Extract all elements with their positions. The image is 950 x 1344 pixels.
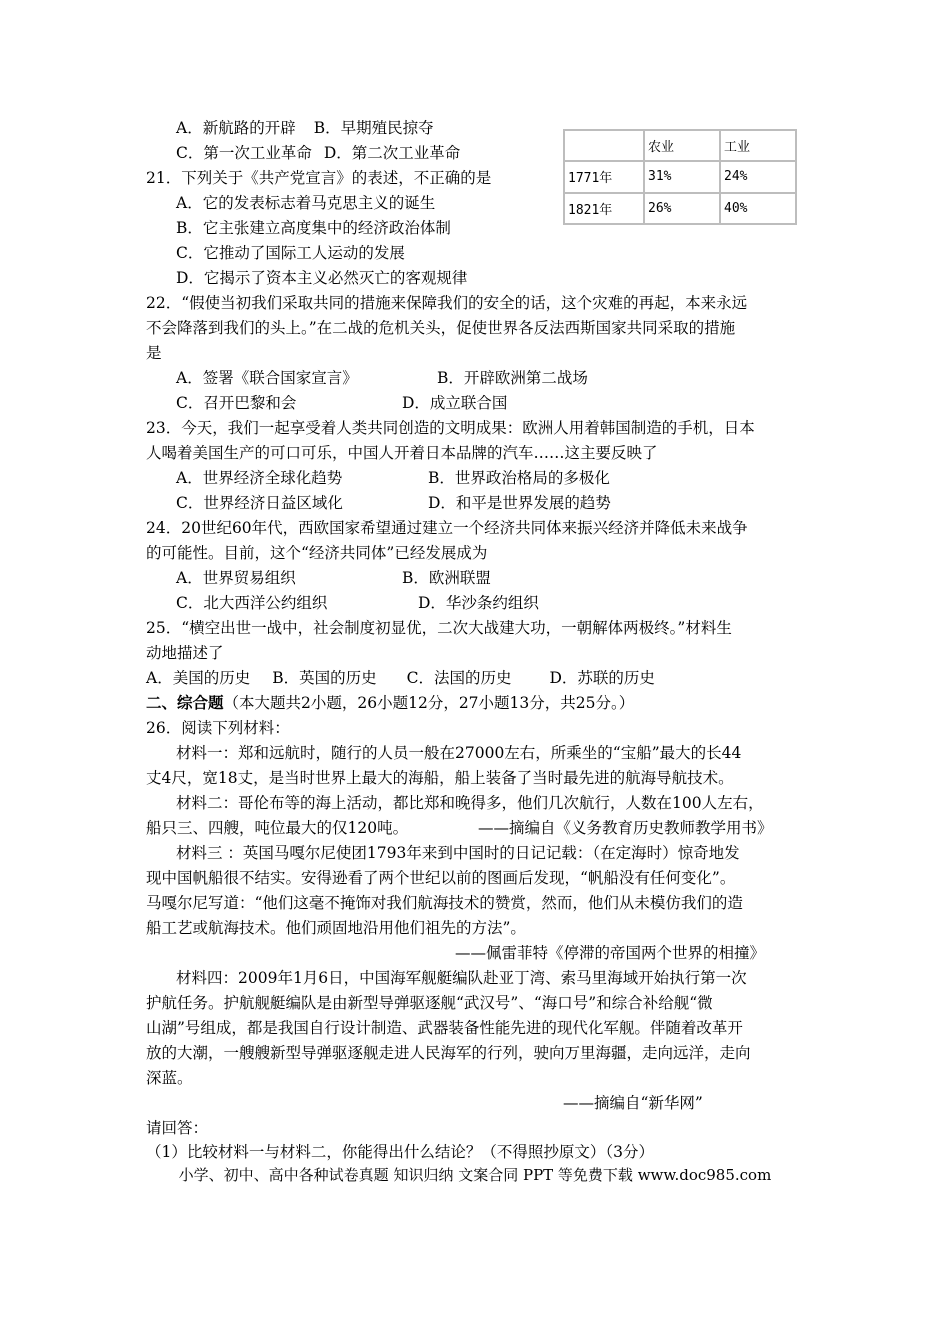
table-header-row bbox=[564, 130, 796, 161]
material-2-source: ——摘编自《义务教育历史教师教学用书》 bbox=[478, 819, 773, 837]
q21-option-a: A．它的发表标志着马克思主义的诞生 bbox=[176, 194, 436, 212]
table-cell: 26% bbox=[644, 193, 720, 224]
material-3-source: ——佩雷菲特《停滞的帝国两个世界的相撞》 bbox=[455, 944, 766, 962]
q22-option-b: B．开辟欧洲第二战场 bbox=[437, 369, 588, 387]
material-4-line-1: 材料四：2009年1月6日，中国海军舰艇编队赴亚丁湾、索马里海域开始执行第一次 bbox=[176, 969, 747, 987]
table-cell: 40% bbox=[720, 193, 796, 224]
page-footer: 小学、初中、高中各种试卷真题 知识归纳 文案合同 PPT 等免费下载 www.doc985.com bbox=[178, 1166, 772, 1184]
q24-stem-line-1: 24．20世纪60年代，西欧国家希望通过建立一个经济共同体来振兴经济并降低未来战争 bbox=[146, 519, 748, 537]
q21-option-b: B．它主张建立高度集中的经济政治体制 bbox=[176, 219, 451, 237]
table-cell: 31% bbox=[644, 161, 720, 192]
q23-option-a: A．世界经济全球化趋势 bbox=[176, 469, 343, 487]
q23-option-b: B．世界政治格局的多极化 bbox=[428, 469, 610, 487]
q22-option-d: D．成立联合国 bbox=[402, 394, 508, 412]
q24-stem-line-2: 的可能性。目前，这个“经济共同体”已经发展成为 bbox=[146, 544, 488, 562]
q22-option-c: C．召开巴黎和会 bbox=[176, 394, 297, 412]
material-3-line-2: 现中国帆船很不结实。安得逊看了两个世纪以前的图画后发现，“帆船没有任何变化”。 bbox=[146, 869, 736, 887]
material-2-line-1: 材料二：哥伦布等的海上活动，都比郑和晚得多，他们几次航行，人数在100人左右， bbox=[176, 794, 764, 812]
q20-option-row-2 bbox=[176, 143, 460, 163]
q22-stem-line-3: 是 bbox=[146, 344, 162, 362]
section-heading bbox=[146, 693, 634, 713]
agriculture-industry-table bbox=[563, 129, 797, 225]
q25-option-b: B．英国的历史 bbox=[272, 669, 377, 687]
q22-option-a: A．签署《联合国家宣言》 bbox=[176, 369, 358, 387]
table-row bbox=[564, 193, 796, 224]
q23-stem-line-2: 人喝着美国生产的可口可乐，中国人开着日本品牌的汽车……这主要反映了 bbox=[146, 444, 658, 462]
material-1-line-1: 材料一：郑和远航时，随行的人员一般在27000左右，所乘坐的“宝船”最大的长44 bbox=[176, 744, 742, 762]
answer-prompt: 请回答： bbox=[146, 1119, 209, 1137]
q25-stem-line-1: 25．“横空出世一战中，社会制度初显优，二次大战建大功，一朝解体两极终。”材料生 bbox=[146, 619, 732, 637]
material-2-line-2: 船只三、四艘，吨位最大的仅120吨。 bbox=[146, 819, 409, 837]
table-header-cell: 工业 bbox=[720, 130, 796, 161]
q22-stem-line-1: 22．“假使当初我们采取共同的措施来保障我们的安全的话，这个灾难的再起，本来永远 bbox=[146, 294, 748, 312]
q24-option-b: B．欧洲联盟 bbox=[402, 569, 491, 587]
q20-option-row-1 bbox=[176, 118, 434, 138]
q23-stem-line-1: 23．今天，我们一起享受着人类共同创造的文明成果：欧洲人用着韩国制造的手机，日本 bbox=[146, 419, 755, 437]
q25-option-c: C．法国的历史 bbox=[406, 669, 512, 687]
q26-sub-question-1: （1）比较材料一与材料二，你能得出什么结论？（不得照抄原文）（3分） bbox=[146, 1143, 654, 1161]
table-header-cell bbox=[564, 130, 644, 161]
q22-stem-line-2: 不会降落到我们的头上。”在二战的危机关头，促使世界各反法西斯国家共同采取的措施 bbox=[146, 319, 736, 337]
q25-options-row bbox=[146, 668, 655, 688]
material-4-source: ——摘编自“新华网” bbox=[563, 1094, 703, 1112]
table-row bbox=[564, 161, 796, 192]
q21-option-c: C．它推动了国际工人运动的发展 bbox=[176, 244, 405, 262]
q20-option-c: C．第一次工业革命 bbox=[176, 144, 312, 162]
material-3-line-4: 船工艺或航海技术。他们顽固地沿用他们祖先的方法”。 bbox=[146, 919, 526, 937]
q24-option-c: C．北大西洋公约组织 bbox=[176, 594, 328, 612]
section-note: （本大题共2小题，26小题12分，27小题13分，共25分。） bbox=[223, 694, 635, 712]
q23-option-d: D．和平是世界发展的趋势 bbox=[428, 494, 611, 512]
material-1-line-2: 丈4尺，宽18丈，是当时世界上最大的海船，船上装备了当时最先进的航海导航技术。 bbox=[146, 769, 734, 787]
q26-stem: 26．阅读下列材料： bbox=[146, 719, 290, 737]
material-4-line-5: 深蓝。 bbox=[146, 1069, 193, 1087]
q25-option-d: D．苏联的历史 bbox=[549, 669, 655, 687]
table-cell: 1771年 bbox=[564, 161, 644, 192]
q20-option-b: B．早期殖民掠夺 bbox=[313, 119, 434, 137]
q20-option-a: A．新航路的开辟 bbox=[176, 119, 296, 137]
q25-option-a: A．美国的历史 bbox=[146, 669, 251, 687]
q25-stem-line-2: 动地描述了 bbox=[146, 644, 224, 662]
material-4-line-3: 山湖”号组成，都是我国自行设计制造、武器装备性能先进的现代化军舰。伴随着改革开 bbox=[146, 1019, 743, 1037]
q21-stem: 21．下列关于《共产党宣言》的表述，不正确的是 bbox=[146, 169, 492, 187]
material-4-line-2: 护航任务。护航舰艇编队是由新型导弹驱逐舰“武汉号”、“海口号”和综合补给舰“微 bbox=[146, 994, 713, 1012]
table-cell: 1821年 bbox=[564, 193, 644, 224]
q24-option-d: D．华沙条约组织 bbox=[418, 594, 539, 612]
material-3-line-3: 马嘎尔尼写道：“他们这毫不掩饰对我们航海技术的赞赏，然而，他们从未模仿我们的造 bbox=[146, 894, 743, 912]
q20-option-d: D．第二次工业革命 bbox=[323, 144, 461, 162]
material-4-line-4: 放的大潮，一艘艘新型导弹驱逐舰走进人民海军的行列，驶向万里海疆，走向远洋，走向 bbox=[146, 1044, 751, 1062]
q21-option-d: D．它揭示了资本主义必然灭亡的客观规律 bbox=[176, 269, 468, 287]
table-header-cell: 农业 bbox=[644, 130, 720, 161]
section-title: 二、综合题 bbox=[146, 693, 224, 712]
material-3-line-1: 材料三 ：英国马嘎尔尼使团1793年来到中国时的日记记载：（在定海时）惊奇地发 bbox=[176, 844, 740, 862]
q24-option-a: A．世界贸易组织 bbox=[176, 569, 296, 587]
table-cell: 24% bbox=[720, 161, 796, 192]
q23-option-c: C．世界经济日益区域化 bbox=[176, 494, 343, 512]
